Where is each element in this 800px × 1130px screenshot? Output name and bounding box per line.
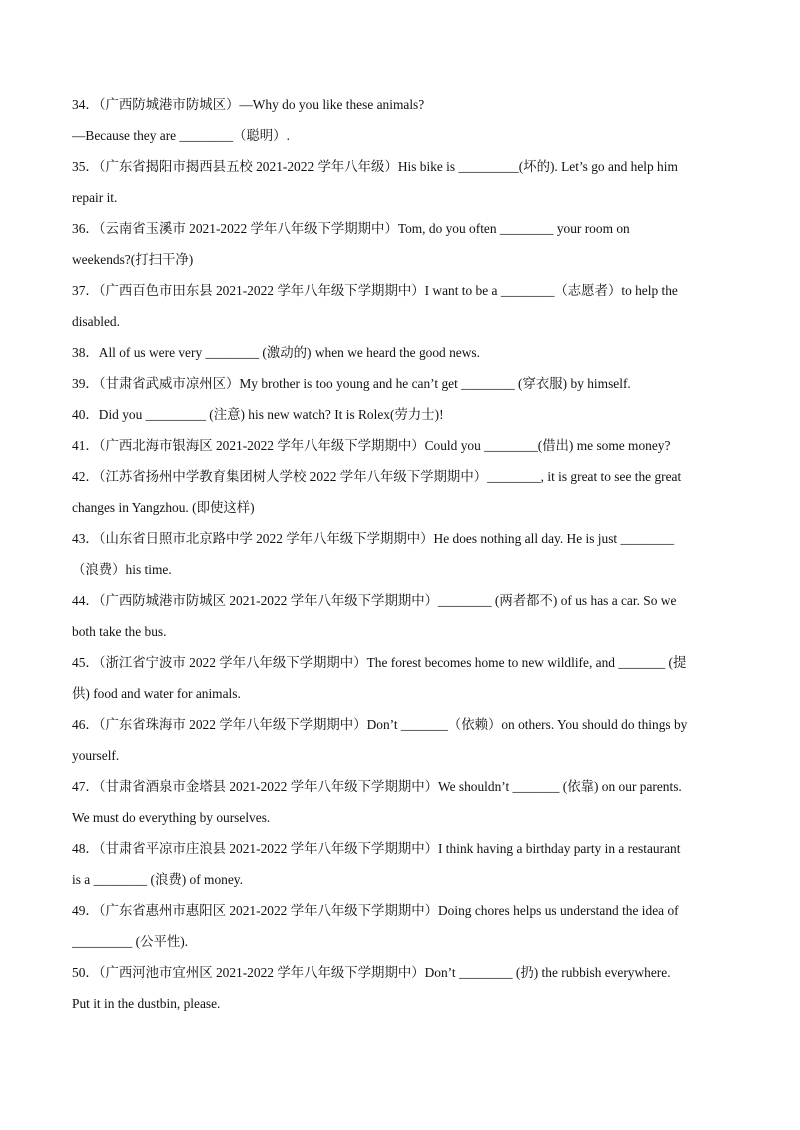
question-text-line: 36．（云南省玉溪市 2021-2022 学年八年级下学期期中）Tom, do you often ________ your room on: [72, 221, 630, 236]
question-item: [72, 838, 800, 900]
question-text-line: _________ (公平性).: [72, 934, 189, 949]
question-text-line: 34．（广西防城港市防城区）—Why do you like these animals?: [72, 97, 425, 112]
question-text-line: 45．（浙江省宁波市 2022 学年八年级下学期期中）The forest becomes home to new wildlife, and _______ (提: [72, 655, 687, 670]
question-text-line: repair it.: [72, 190, 118, 205]
question-text-line: 37．（广西百色市田东县 2021-2022 学年八年级下学期期中）I want to be a ________（志愿者）to help the: [72, 283, 678, 298]
question-text-line: 43．（山东省日照市北京路中学 2022 学年八年级下学期期中）He does nothing all day. He is just ________: [72, 531, 675, 546]
question-item: [72, 435, 800, 466]
question-item: [72, 590, 800, 652]
question-item: [72, 900, 800, 962]
question-item: [72, 652, 800, 714]
question-text-line: 40．Did you _________ (注意) his new watch? It is Rolex(劳力士)!: [72, 407, 444, 422]
question-text-line: 35．（广东省揭阳市揭西县五校 2021-2022 学年八年级）His bike is _________(坏的). Let’s go and help him: [72, 159, 678, 174]
question-text-line: is a ________ (浪费) of money.: [72, 872, 243, 887]
question-text-line: Put it in the dustbin, please.: [72, 996, 221, 1011]
question-item: [72, 280, 800, 342]
question-item: [72, 404, 800, 435]
question-text-line: 50．（广西河池市宜州区 2021-2022 学年八年级下学期期中）Don’t ________ (扔) the rubbish everywhere.: [72, 965, 671, 980]
question-text-line: 39．（甘肃省武威市凉州区）My brother is too young and he can’t get ________ (穿衣服) by himself.: [72, 376, 631, 391]
question-text-line: disabled.: [72, 314, 120, 329]
question-item: [72, 94, 800, 156]
question-text-line: yourself.: [72, 748, 120, 763]
question-text-line: 供) food and water for animals.: [72, 686, 241, 701]
question-item: [72, 156, 800, 218]
question-item: [72, 714, 800, 776]
question-text-line: 38．All of us were very ________ (激动的) when we heard the good news.: [72, 345, 480, 360]
question-item: [72, 466, 800, 528]
question-text-line: （浪费）his time.: [72, 562, 172, 577]
question-text-line: changes in Yangzhou. (即使这样): [72, 500, 255, 515]
question-text-line: 42．（江苏省扬州中学教育集团树人学校 2022 学年八年级下学期期中）________, it is great to see the great: [72, 469, 682, 484]
question-item: [72, 218, 800, 280]
question-text-line: 47．（甘肃省酒泉市金塔县 2021-2022 学年八年级下学期期中）We shouldn’t _______ (依靠) on our parents.: [72, 779, 682, 794]
question-list: [72, 94, 800, 1024]
question-item: [72, 776, 800, 838]
question-item: [72, 962, 800, 1024]
question-text-line: 44．（广西防城港市防城区 2021-2022 学年八年级下学期期中）________ (两者都不) of us has a car. So we: [72, 593, 677, 608]
question-text-line: 46．（广东省珠海市 2022 学年八年级下学期期中）Don’t _______（依赖）on others. You should do things by: [72, 717, 688, 732]
question-item: [72, 342, 800, 373]
question-text-line: 48．（甘肃省平凉市庄浪县 2021-2022 学年八年级下学期期中）I think having a birthday party in a restaurant: [72, 841, 681, 856]
question-text-line: We must do everything by ourselves.: [72, 810, 271, 825]
question-item: [72, 528, 800, 590]
question-text-line: both take the bus.: [72, 624, 167, 639]
question-text-line: weekends?(打扫干净): [72, 252, 194, 267]
question-item: [72, 373, 800, 404]
question-text-line: —Because they are ________（聪明）.: [72, 128, 290, 143]
question-text-line: 49．（广东省惠州市惠阳区 2021-2022 学年八年级下学期期中）Doing chores helps us understand the idea of: [72, 903, 679, 918]
question-text-line: 41．（广西北海市银海区 2021-2022 学年八年级下学期期中）Could you ________(借出) me some money?: [72, 438, 671, 453]
